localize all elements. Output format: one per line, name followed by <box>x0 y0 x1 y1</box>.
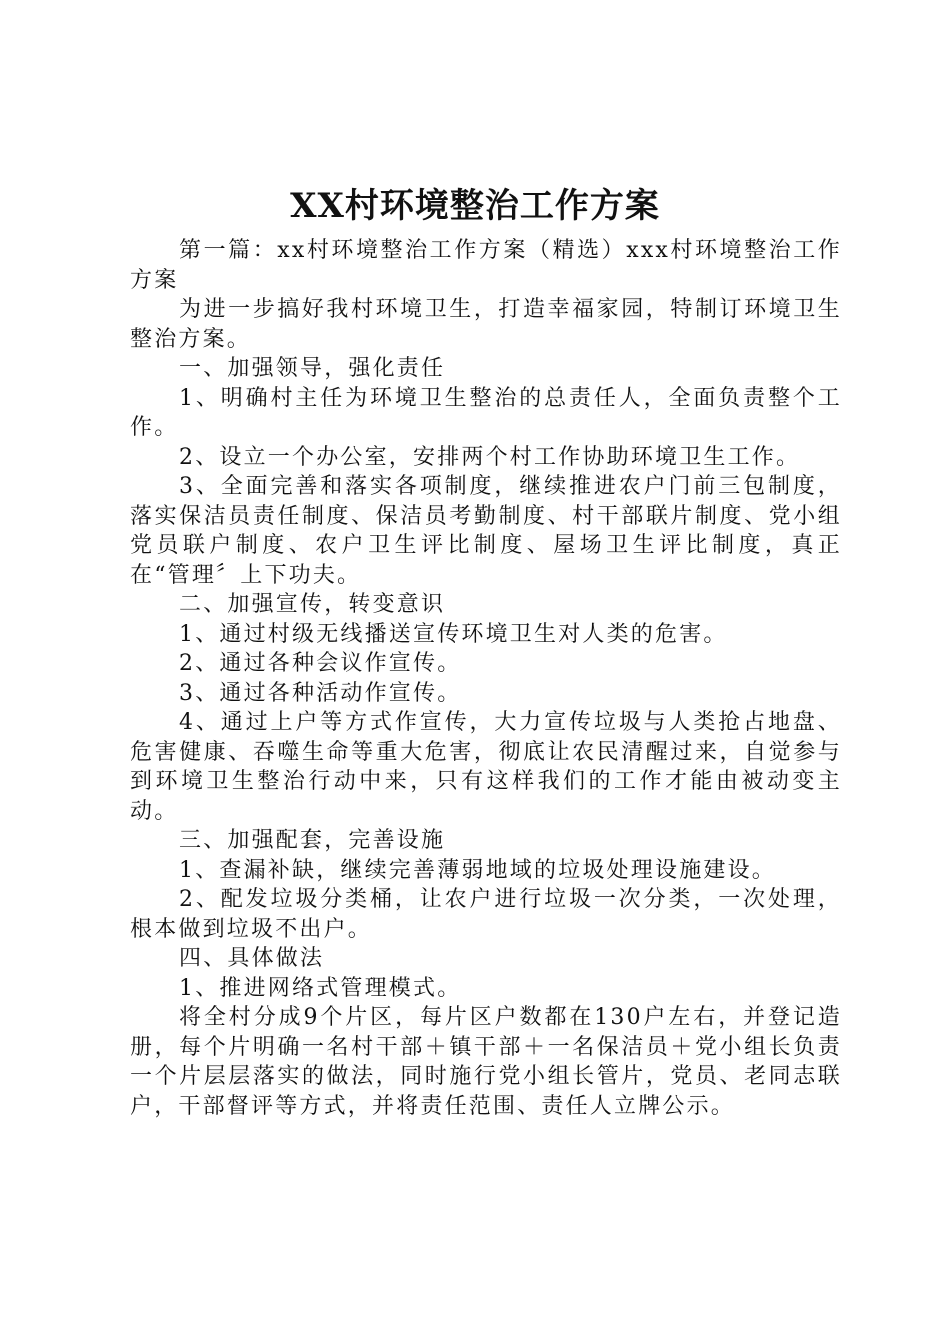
document-title: XX村环境整治工作方案 <box>290 186 660 226</box>
paragraph-item: 2、配发垃圾分类桶，让农户进行垃圾一次分类，一次处理，根本做到垃圾不出户。 <box>130 887 842 942</box>
document-body <box>130 236 842 1121</box>
paragraph-purpose: 为进一步搞好我村环境卫生，打造幸福家园，特制订环境卫生整治方案。 <box>130 297 842 352</box>
paragraph-item: 3、通过各种活动作宣传。 <box>179 680 462 706</box>
paragraph-item: 1、推进网络式管理模式。 <box>179 975 462 1001</box>
section-heading-methods: 四、具体做法 <box>179 946 325 971</box>
section-heading-facilities: 三、加强配套，完善设施 <box>179 828 446 853</box>
paragraph-item: 2、通过各种会议作宣传。 <box>179 651 462 676</box>
paragraph-item: 将全村分成9个片区，每片区户数都在130户左右，并登记造册，每个片明确一名村干部＋镇干部＋一名保洁员＋党小组长负责一个片层层落实的做法，同时施行党小组长管片，党员、老同志联户，干部督评等方式，并将责任范围、责任人立牌公示。 <box>130 1005 842 1119</box>
paragraph-item: 2、设立一个办公室，安排两个村工作协助环境卫生工作。 <box>179 444 801 470</box>
section-heading-leadership: 一、加强领导，强化责任 <box>179 356 446 381</box>
paragraph-item: 4、通过上户等方式作宣传，大力宣传垃圾与人类抢占地盘、危害健康、吞噬生命等重大危害，彻底让农民清醒过来，自觉参与到环境卫生整治行动中来，只有这样我们的工作才能由被动变主动。 <box>130 710 842 824</box>
paragraph-intro-heading: 第一篇：xx村环境整治工作方案（精选）xxx村环境整治工作方案 <box>130 238 842 293</box>
paragraph-item: 1、通过村级无线播送宣传环境卫生对人类的危害。 <box>179 621 728 647</box>
paragraph-item: 1、明确村主任为环境卫生整治的总责任人，全面负责整个工作。 <box>130 385 842 440</box>
section-heading-publicity: 二、加强宣传，转变意识 <box>179 592 446 617</box>
paragraph-item: 3、全面完善和落实各项制度，继续推进农户门前三包制度，落实保洁员责任制度、保洁员考勤制度、村干部联片制度、党小组党员联户制度、农户卫生评比制度、屋场卫生评比制度，真正在“管理〞上下功夫。 <box>130 474 842 588</box>
paragraph-item: 1、查漏补缺，继续完善薄弱地域的垃圾处理设施建设。 <box>179 857 776 883</box>
